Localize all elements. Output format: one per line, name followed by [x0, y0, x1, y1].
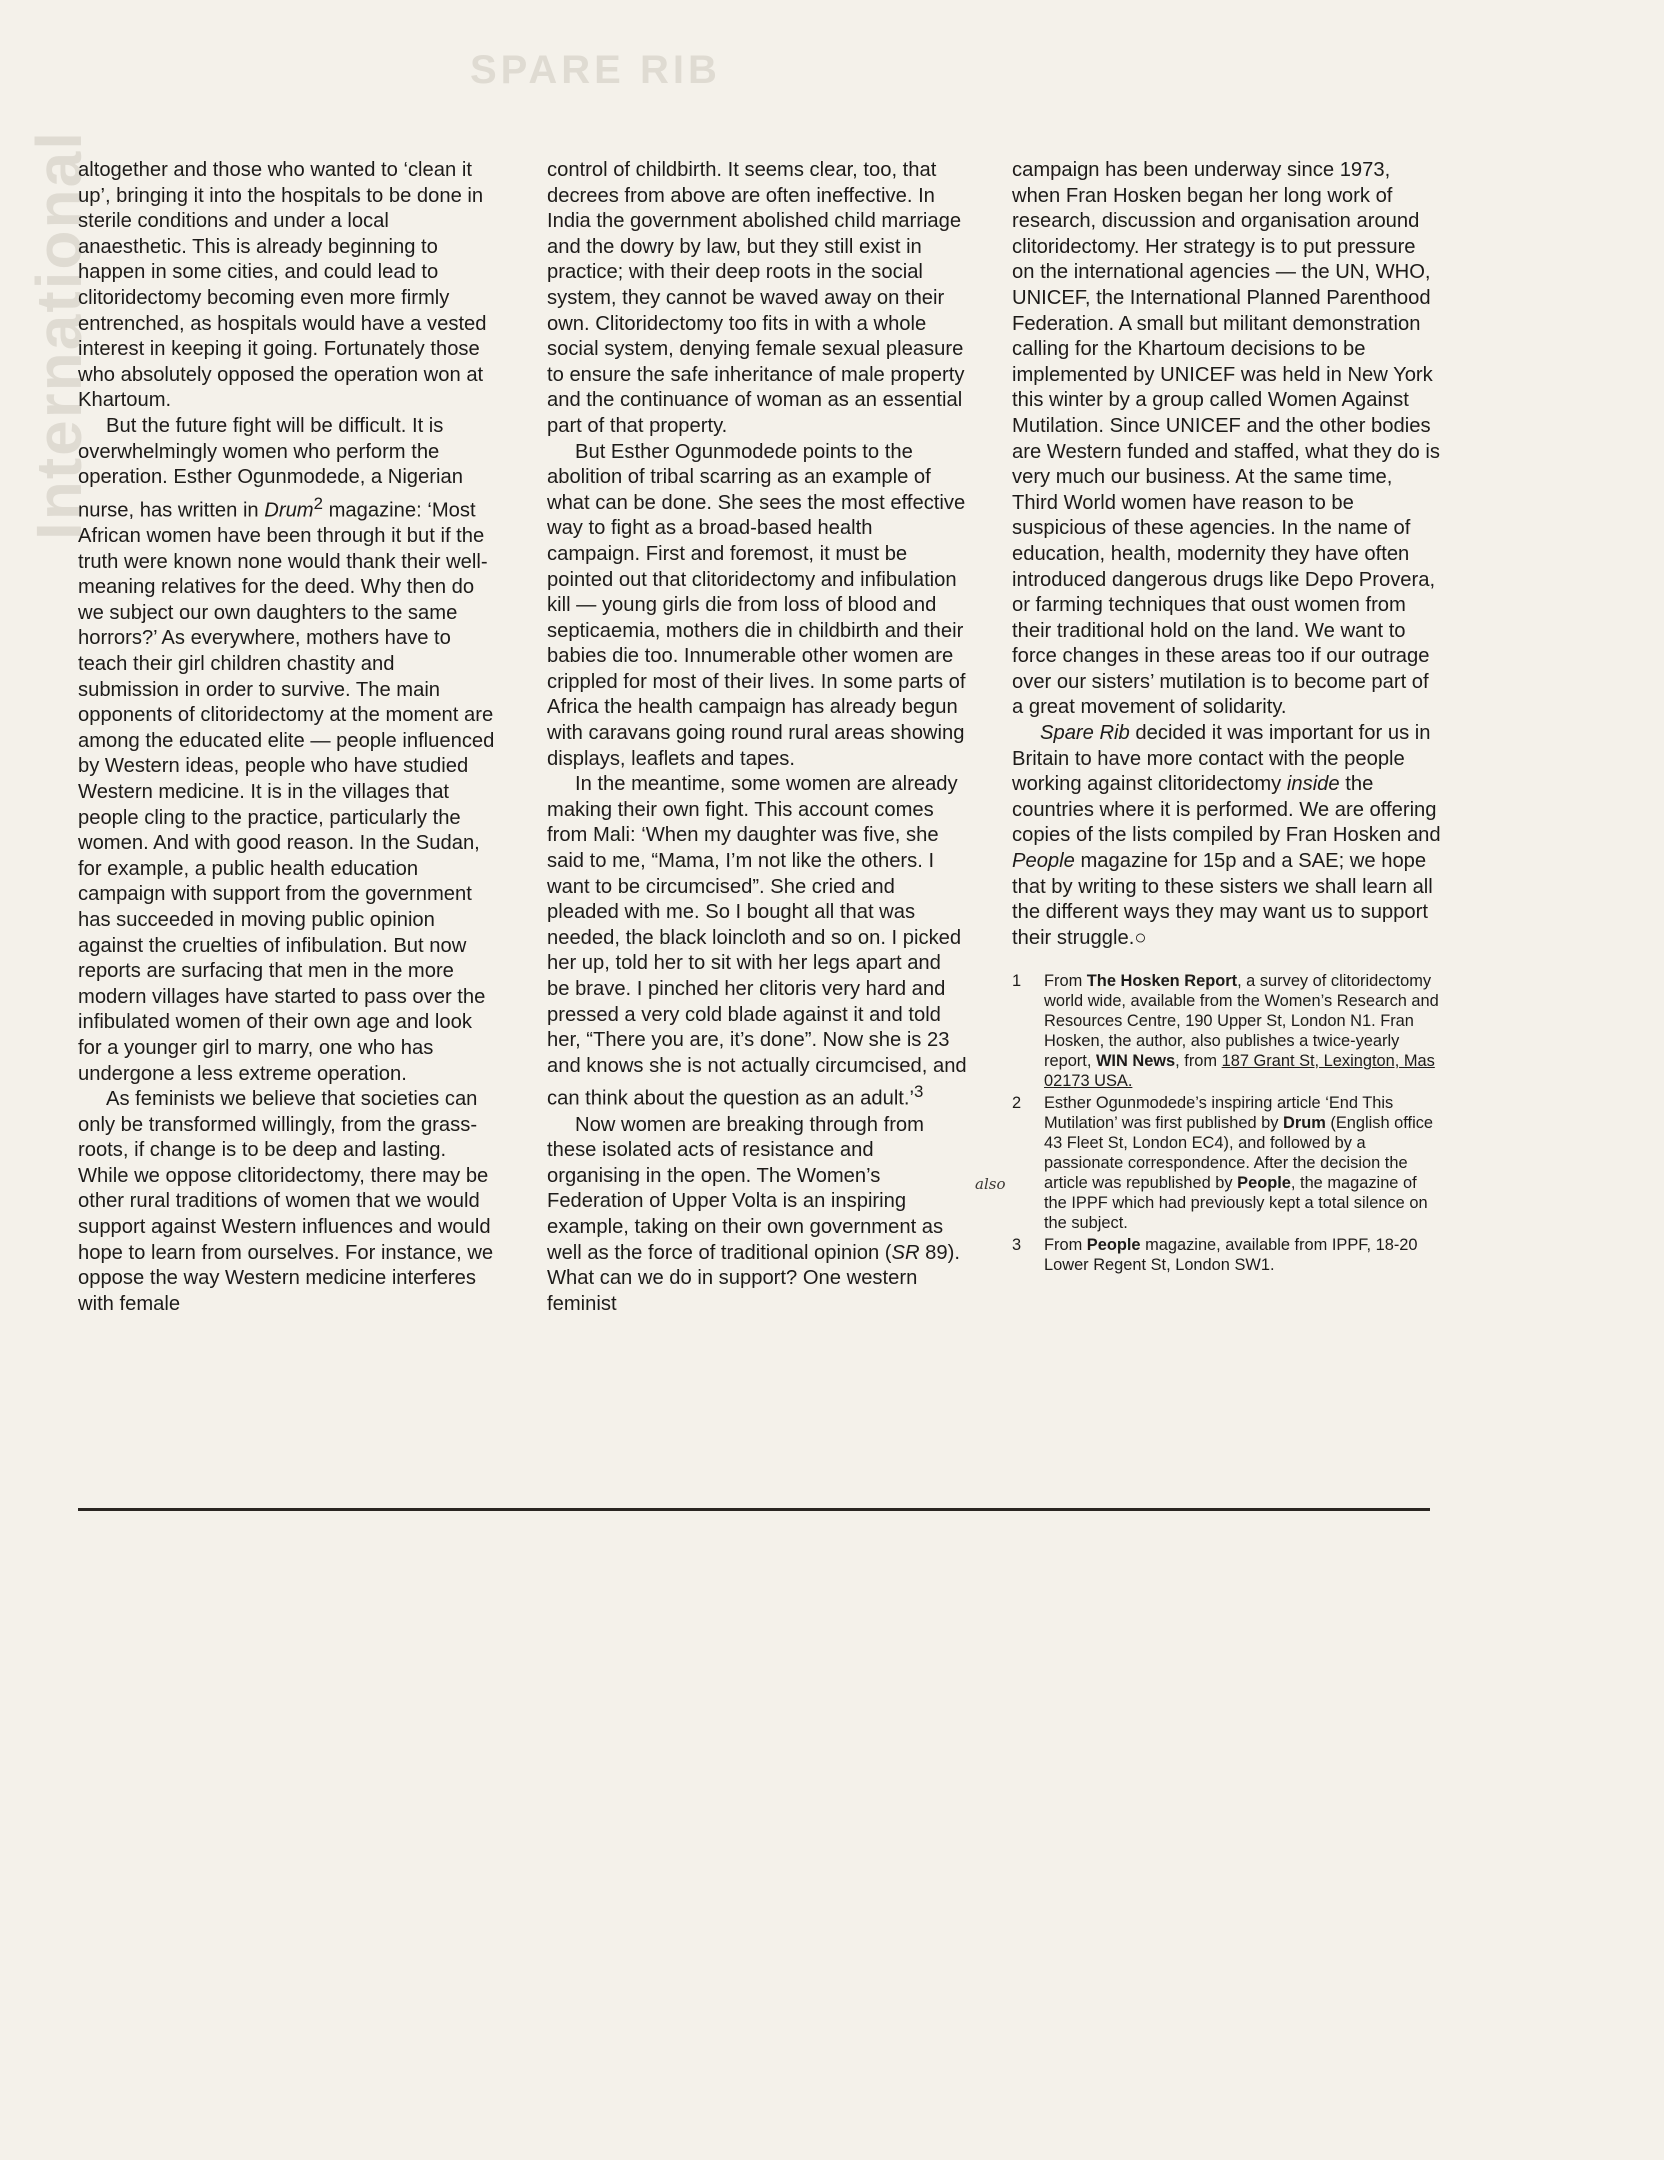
- paragraph: As feminists we believe that societies can only be transformed willingly, from the grass-roots, if change is to be deep and lasting. While we oppose clitoridectomy, there may be other rural traditions of women that we would support against Western influences and would hope to learn from ourselves. For instance, we oppose the way Western medicine interferes with female: [78, 1088, 494, 1315]
- magazine-title: Spare Rib: [1040, 722, 1130, 745]
- text: decided it was important for us in Britain to have more contact with the people working against clitoridectomy: [1012, 722, 1431, 796]
- footnote: [1012, 1235, 1442, 1275]
- text: Now women are breaking through from these isolated acts of resistance and organising in the open. The Women’s Federation of Upper Volta is an inspiring example, taking on their own government as well as the force of traditional opinion (: [547, 1113, 944, 1264]
- magazine-title: SR: [891, 1241, 920, 1264]
- magazine-title: People: [1012, 850, 1075, 873]
- bleed-through-heading: International: [23, 130, 95, 541]
- footnote-text: Esther Ogunmodede’s inspiring article ‘End This Mutilation’ was first published by Drum (English office 43 Fleet St, London EC4), and followed by a passionate correspondence. After the decision the article was republished by People, the magazine of the IPPF which had previously kept a total silence on the subject.: [1044, 1094, 1434, 1233]
- footnote-number: 3: [1012, 1236, 1022, 1255]
- footnote-text: From The Hosken Report, a survey of clitoridectomy world wide, available from the Women’s Research and Resources Centre, 190 Upper St, London N1. Fran Hosken, the author, also publishes a twice-yearly report, WIN News, from 187 Grant St, Lexington, Mas 02173 USA.: [1044, 972, 1439, 1091]
- emphasis: inside: [1286, 773, 1340, 796]
- paragraph: [78, 414, 498, 1087]
- text: 89). What can we do in support? One western feminist: [547, 1241, 960, 1315]
- paragraph: But Esther Ogunmodede points to the abolition of tribal scarring as an example of what can be done. She sees the most effective way to fight as a broad-based health campaign. First and foremost, it must be pointed out that clitoridectomy and infibulation kill — young girls die from loss of blood and septicaemia, mothers die in childbirth and their babies die too. Innumerable other women are crippled for most of their lives. In some parts of Africa the health campaign has already begun with caravans going round rural areas showing displays, leaflets and tapes.: [547, 440, 966, 770]
- text: the countries where it is performed. We are offering copies of the lists compiled by Fran Hosken and: [1012, 773, 1441, 847]
- text: In the meantime, some women are already making their own fight. This account comes from Mali: ‘When my daughter was five, she said to me, “Mama, I’m not like the others. I want to be circumcised”. She cried and pleaded with me. So I bought all that was needed, the black loincloth and so on. I picked her up, told her to sit with her legs apart and be brave. I pinched her clitoris very hard and pressed a very cold blade against it and told her, “There you are, it’s done”. Now she is 23 and knows she is not actually circumcised, and can think about the question as an adult.’: [547, 773, 967, 1111]
- end-mark: ○: [1134, 926, 1147, 949]
- underlined-address: 187 Grant St, Lexington, Mas 02173 USA.: [1044, 1052, 1435, 1091]
- footnote-number: 1: [1012, 972, 1022, 991]
- horizontal-rule: [78, 1508, 1430, 1511]
- paragraph: [547, 1113, 967, 1318]
- footnote-ref: 2: [313, 493, 323, 513]
- bleed-through-masthead: SPARE RIB: [470, 48, 721, 92]
- text: But the future fight will be difficult. It is overwhelmingly women who perform the operation. Esther Ogunmodede, a Nigerian nurse, has written in: [78, 414, 463, 522]
- paragraph: [1012, 721, 1442, 951]
- handwritten-annotation: also: [975, 1175, 1006, 1193]
- footnote-text: From People magazine, available from IPPF, 18-20 Lower Regent St, London SW1.: [1044, 1236, 1418, 1275]
- footnote-ref: 3: [914, 1082, 924, 1102]
- magazine-title: Drum: [264, 499, 314, 522]
- column-2: [547, 158, 967, 1317]
- column-3: [1012, 158, 1442, 1277]
- paragraph: control of childbirth. It seems clear, too, that decrees from above are often ineffective. In India the government abolished child marriage and the dowry by law, but they still exist in practice; with their deep roots in the social system, they cannot be waved away on their own. Clitoridectomy too fits in with a whole social system, denying female sexual pleasure to ensure the safe inheritance of male property and the continuance of woman as an essential part of that property.: [547, 159, 965, 437]
- text: magazine: ‘Most African women have been through it but if the truth were known none would thank their well-meaning relatives for the deed. Why then do we subject our own daughters to the same horrors?’ As everywhere, mothers have to teach their girl children chastity and submission in order to survive. The main opponents of clitoridectomy at the moment are among the educated elite — people influenced by Western ideas, people who have studied Western medicine. It is in the villages that people cling to the practice, particularly the women. And with good reason. In the Sudan, for example, a public health education campaign with support from the government has succeeded in moving public opinion against the cruelties of infibulation. But now reports are surfacing that men in the more modern villages have started to pass over the infibulated women of their own age and look for a younger girl to marry, one who has undergone a less extreme operation.: [78, 499, 495, 1085]
- footnotes: [1012, 971, 1442, 1275]
- footnote: [1012, 971, 1442, 1091]
- footnote-number: 2: [1012, 1094, 1022, 1113]
- paragraph: campaign has been underway since 1973, when Fran Hosken began her long work of research, discussion and organisation around clitoridectomy. Her strategy is to put pressure on the international agencies — the UN, WHO, UNICEF, the International Planned Parenthood Federation. A small but militant demonstration calling for the Khartoum decisions to be implemented by UNICEF was held in New York this winter by a group called Women Against Mutilation. Since UNICEF and the other bodies are Western funded and staffed, what they do is very much our business. At the same time, Third World women have reason to be suspicious of these agencies. In the name of education, health, modernity they have often introduced dangerous drugs like Depo Provera, or farming techniques that oust women from their traditional hold on the land. We want to force changes in these areas too if our outrage over our sisters’ mutilation is to become part of a great movement of solidarity.: [1012, 159, 1440, 719]
- column-1: [78, 158, 498, 1317]
- paragraph: [547, 772, 967, 1112]
- text: magazine for 15p and a SAE; we hope that by writing to these sisters we shall learn all the different ways they may want us to support their struggle.: [1012, 850, 1433, 949]
- paragraph: altogether and those who wanted to ‘clean it up’, bringing it into the hospitals to be done in sterile conditions and under a local anaesthetic. This is already beginning to happen in some cities, and could lead to clitoridectomy becoming even more firmly entrenched, as hospitals would have a vested interest in keeping it going. Fortunately those who absolutely opposed the operation won at Khartoum.: [78, 159, 487, 412]
- footnote: [1012, 1093, 1442, 1233]
